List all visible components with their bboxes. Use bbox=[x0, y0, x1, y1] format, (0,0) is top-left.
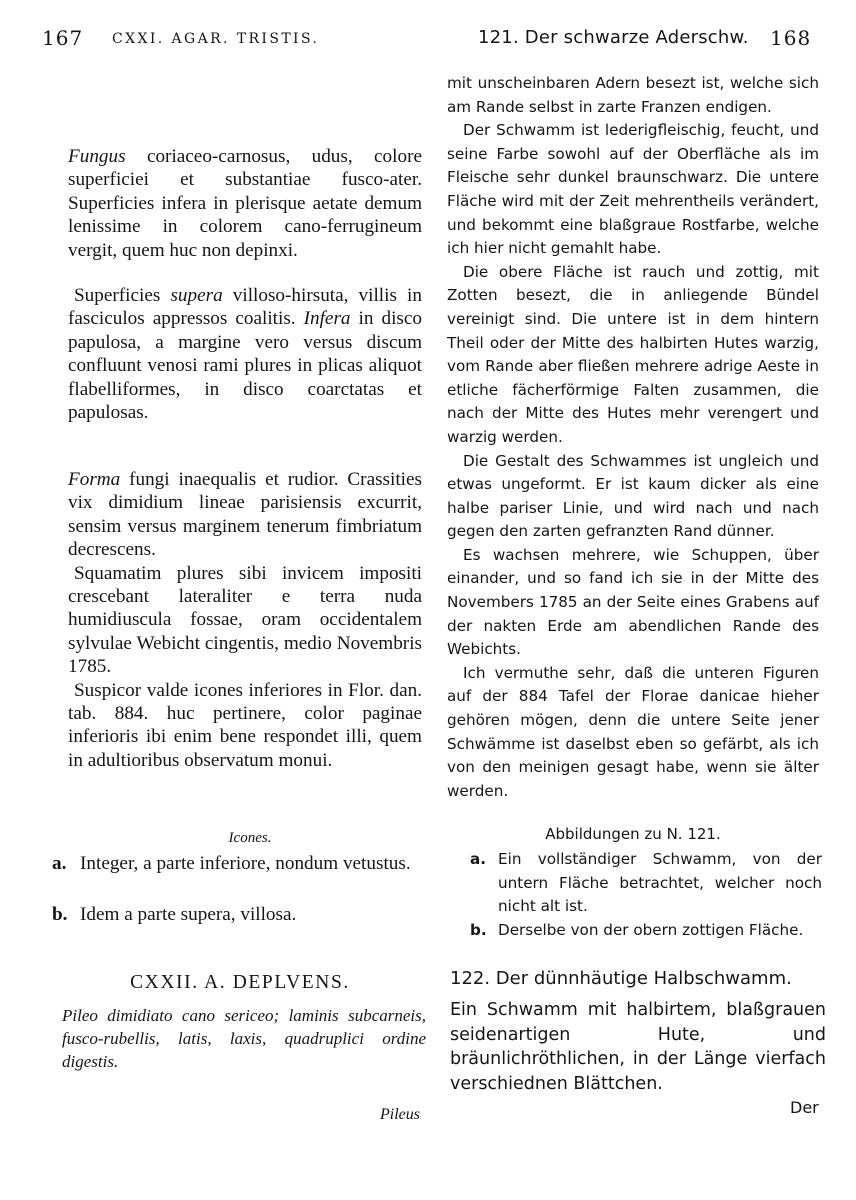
german-paragraph-2: Die obere Fläche ist rauch und zottig, mit Zotten besezt, die in anliegende Bündel vereinigt sind. Die untere ist in dem hintern Theil oder der Mitte des halbirten Hutes warzig, vom Rande aber fließen mehrere adrige Aeste in etliche fächerförmige Falten zusammen, die nach der Mitte des Hutes mehr verengert und warzig werden. bbox=[447, 262, 819, 446]
latin-text: Superficies bbox=[74, 285, 171, 306]
catchword: Der bbox=[790, 1098, 819, 1117]
latin-block-1 bbox=[68, 145, 422, 262]
latin-lead-forma: Forma bbox=[68, 469, 121, 490]
running-head: CXXI. AGAR. TRISTIS. bbox=[112, 31, 320, 47]
latin-text: fungi inaequalis et rudior. Crassities vix dimidium lineae parisiensis excurrit, sensim versus marginem tenerum fimbriatum decrescens. bbox=[68, 469, 422, 561]
latin-lead-fungus: Fungus bbox=[68, 146, 126, 167]
icones-list bbox=[52, 852, 428, 927]
latin-block-3 bbox=[68, 468, 422, 772]
german-paragraph-3: Die Gestalt des Schwammes ist ungleich und etwas ungeformt. Er ist kaum dicker als eine halbe pariser Linie, und wird nach und nach gegen den zarten gefranzten Rand dünner. bbox=[447, 451, 819, 541]
latin-paragraph-3 bbox=[68, 468, 422, 562]
item-text: Integer, a parte inferiore, nondum vetustus. bbox=[80, 853, 411, 874]
german-paragraph-1: Der Schwamm ist lederigfleischig, feucht, und seine Farbe sowohl auf der Oberfläche als im Fleische sehr dunkel braunschwarz. Die untere Fläche wird mit der Zeit mehrentheils verändert, und bekommt eine blaßgraue Rostfarbe, welche ich hier nicht gemahlt habe. bbox=[447, 121, 819, 258]
latin-paragraph-1 bbox=[68, 145, 422, 262]
item-text: Derselbe von der obern zottigen Fläche. bbox=[498, 920, 804, 939]
item-key: b. bbox=[52, 904, 68, 926]
running-head: 121. Der schwarze Aderschw. bbox=[478, 27, 749, 48]
latin-emph-infera: Infera bbox=[303, 308, 351, 330]
next-chapter-heading: CXXII. A. DEPLVENS. bbox=[130, 972, 350, 993]
latin-text: villoso-hirsuta, villis in fasciculos appressos coalitis. bbox=[68, 285, 422, 330]
item-text: Ein vollständiger Schwamm, von der untern Fläche betrachtet, welcher noch nicht alt ist. bbox=[498, 850, 822, 916]
latin-paragraph-5: Suspicor valde icones inferiores in Flor. dan. tab. 884. huc pertinere, color paginae inferioris ibi enim bene respondet illi, quem in adultioribus observatum monui. bbox=[68, 679, 422, 771]
item-key: a. bbox=[470, 850, 487, 868]
next-chapter-description: Pileo dimidiato cano sericeo; laminis subcarneis, fusco-rubellis, latis, laxis, quadruplici ordine digestis. bbox=[62, 1006, 426, 1072]
list-item bbox=[470, 919, 822, 943]
latin-text: in disco papulosa, a margine vero versus discum confluunt venosi rami plures in plicas aliquot flabelliformes, in disco coarctatas et papulosas. bbox=[68, 308, 422, 424]
next-chapter-heading: 122. Der dünnhäutige Halbschwamm. bbox=[450, 968, 792, 989]
catchword: Pileus bbox=[380, 1106, 420, 1123]
figures-list bbox=[470, 848, 822, 942]
next-chapter-description: Ein Schwamm mit halbirtem, blaßgrauen seidenartigen Hute, und bräunlichröthlichen, in der Länge vierfach verschiednen Blättchen. bbox=[450, 1000, 826, 1094]
latin-paragraph-2 bbox=[68, 284, 422, 424]
page-number: 167 bbox=[42, 26, 84, 50]
page-number: 168 bbox=[770, 26, 812, 50]
list-item bbox=[470, 848, 822, 919]
latin-paragraph-4: Squamatim plures sibi invicem impositi crescebant lateraliter e terra nuda humidiuscula fossae, oram occidentalem sylvulae Webicht cingentis, medio Novembris 1785. bbox=[68, 562, 422, 678]
latin-text: coriaceo-carnosus, udus, colore superficiei et substantiae fusco-ater. Superficies infera in plerisque aetate demum lenissime in colorem cano-ferrugineum vergit, quem huc non depinxi. bbox=[68, 146, 422, 261]
german-paragraph-4: Es wachsen mehrere, wie Schuppen, über einander, und so fand ich sie in der Mitte des Novembers 1785 an der Seite eines Grabens auf der nakten Erde am abendlichen Rande des Webichts. bbox=[447, 545, 819, 659]
list-item bbox=[52, 852, 428, 875]
german-text-block bbox=[447, 72, 819, 803]
icones-heading: Icones. bbox=[228, 830, 272, 846]
item-text: Idem a parte supera, villosa. bbox=[80, 904, 297, 926]
latin-block-2 bbox=[68, 284, 422, 424]
list-item bbox=[52, 903, 428, 926]
german-paragraph-0: mit unscheinbaren Adern besezt ist, welche sich am Rande selbst in zarte Franzen endigen. bbox=[447, 74, 819, 116]
german-paragraph-5: Ich vermuthe sehr, daß die unteren Figuren auf der 884 Tafel der Florae danicae hieher gehören mögen, denn die untere Seite jener Schwämme ist daselbst eben so gefärbt, als ich von den meinigen gesagt habe, wenn sie älter werden. bbox=[447, 663, 819, 800]
latin-emph-supera: supera bbox=[170, 285, 223, 306]
item-key: a. bbox=[52, 853, 67, 874]
item-key: b. bbox=[470, 920, 487, 939]
figures-heading: Abbildungen zu N. 121. bbox=[545, 825, 721, 843]
